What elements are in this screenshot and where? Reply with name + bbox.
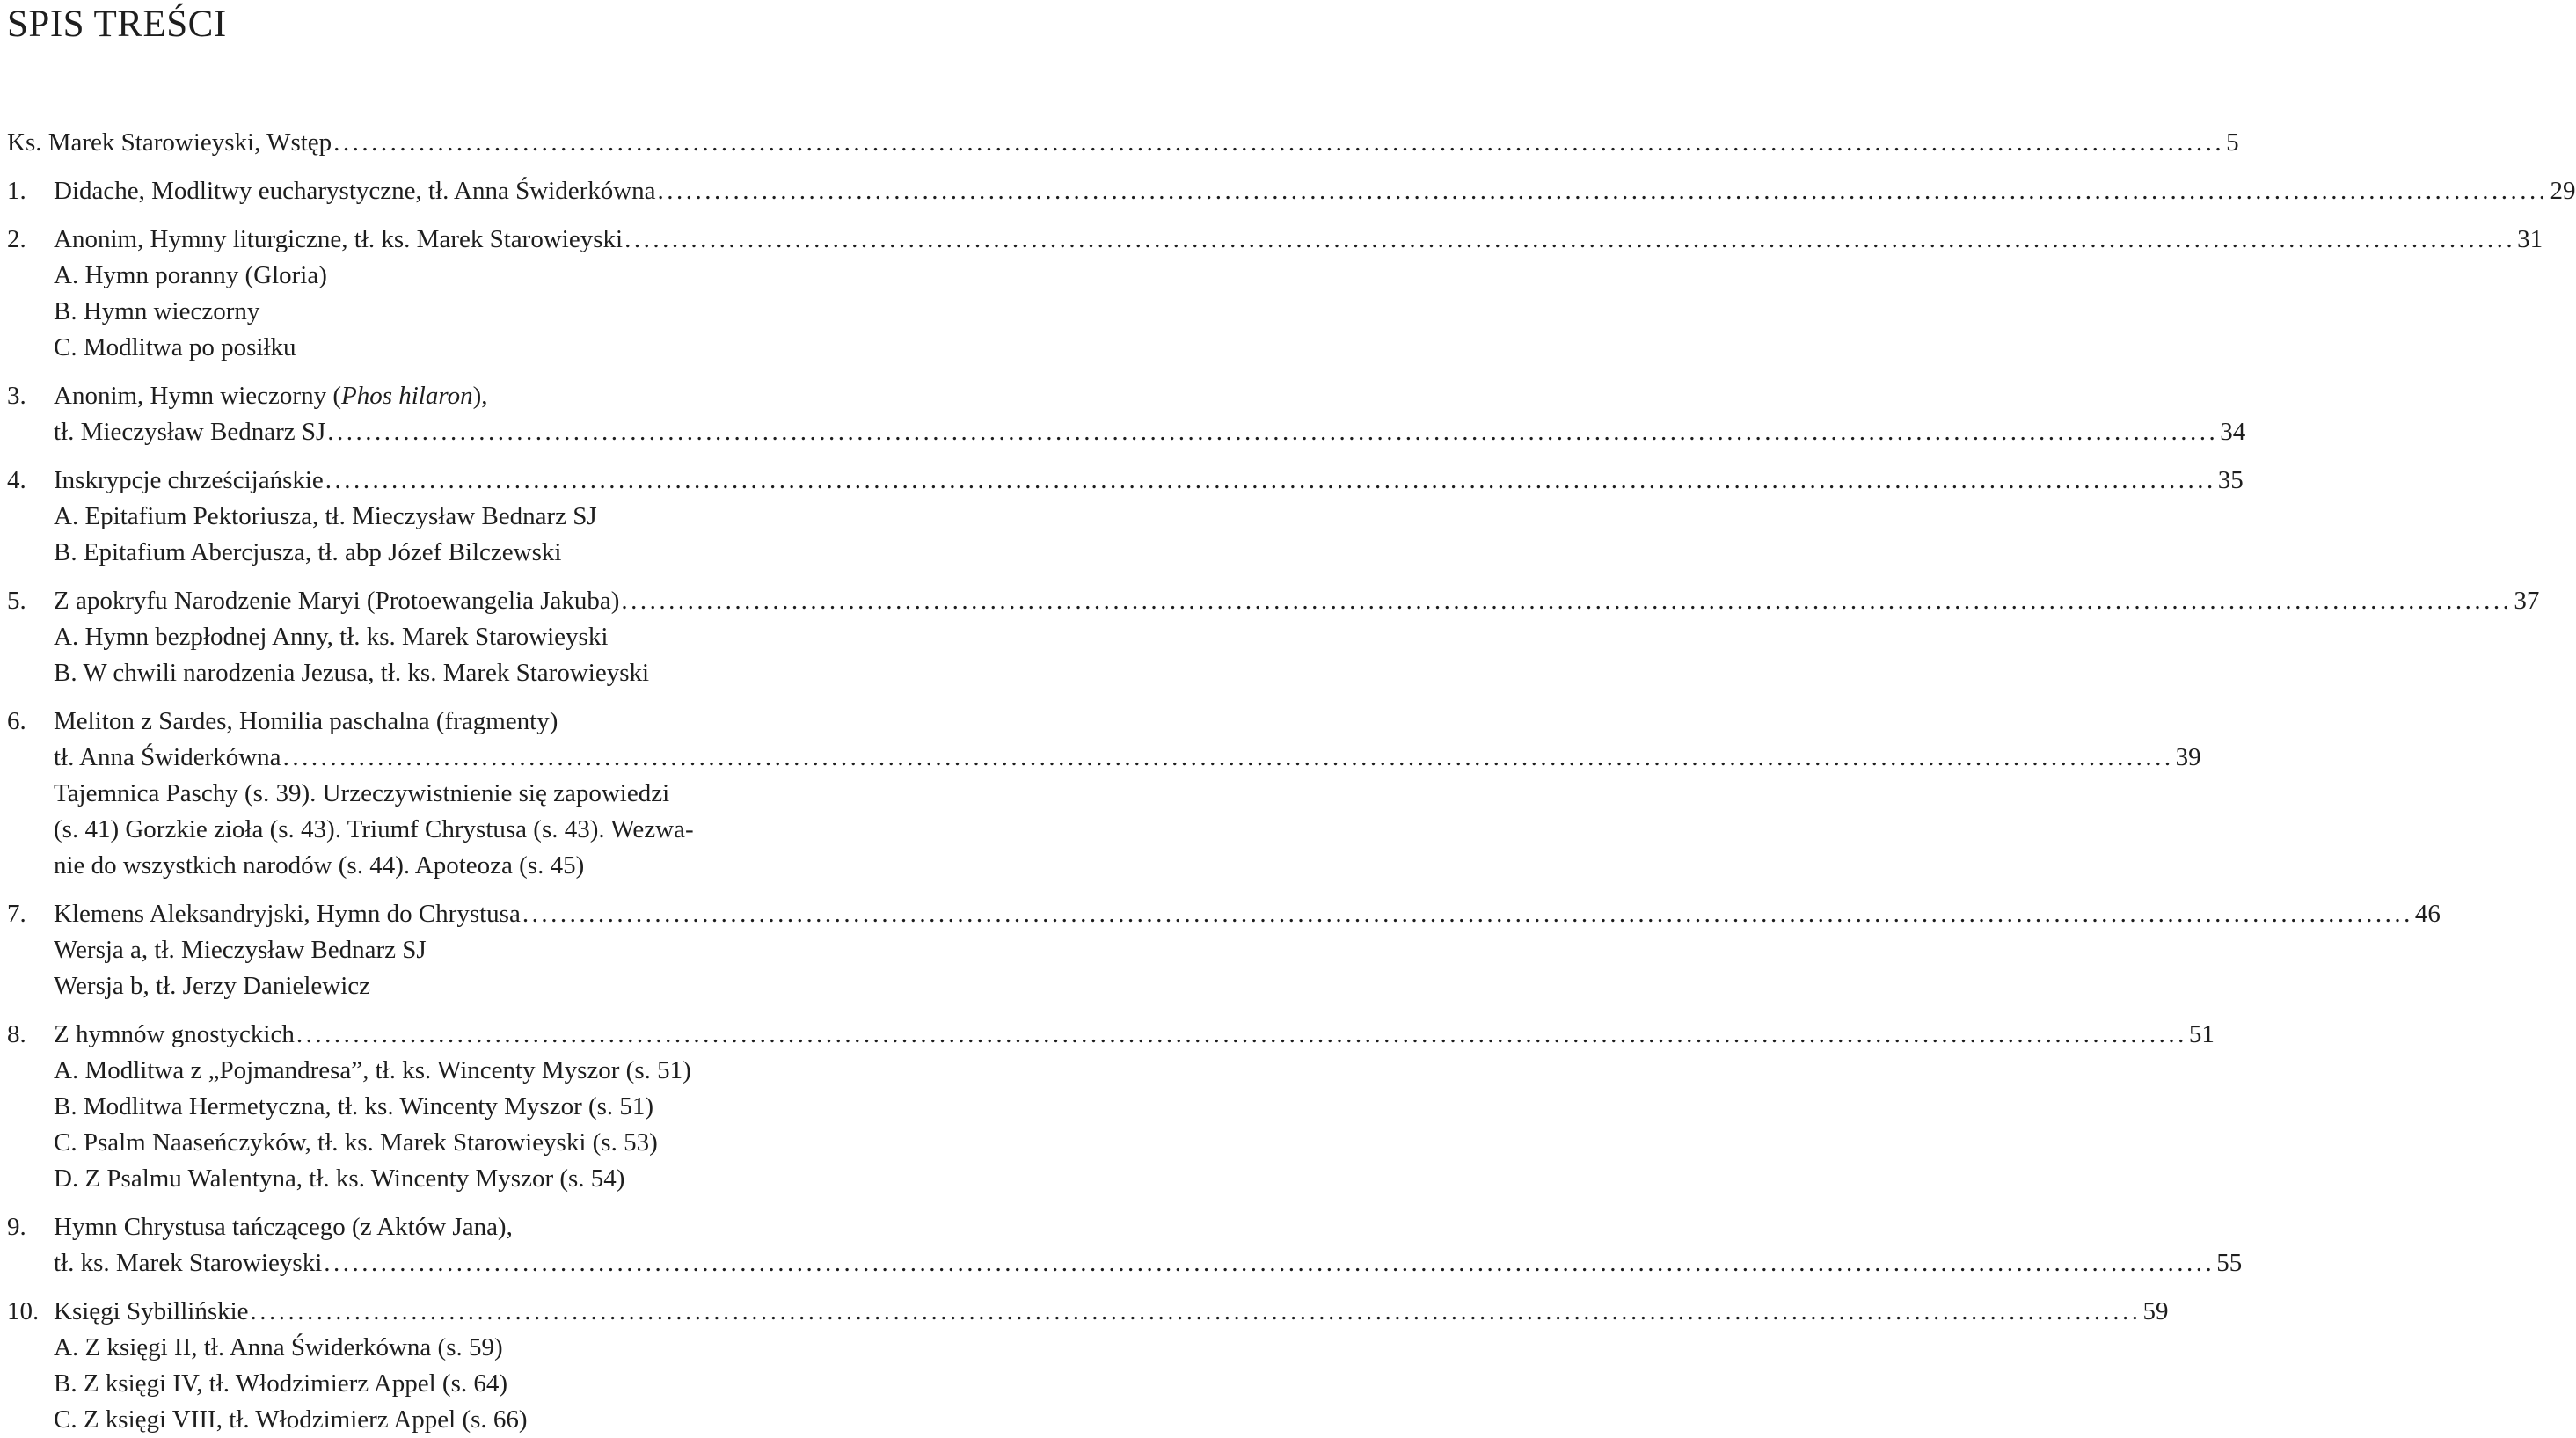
entry-text: Ks. Marek Starowieyski, Wstęp [7,128,332,157]
entry-number: 1. [7,177,26,205]
toc-subentry: nie do wszystkich narodów (s. 44). Apoteoza (s. 45) [54,851,585,880]
page-number: 59 [2142,1297,2169,1325]
dot-leader: ........................................................................................................................................................................................................ [296,1020,2187,1048]
page-number: 31 [2517,225,2543,253]
dot-leader: ........................................................................................................................................................................................................ [282,743,2174,771]
entry-text: Anonim, Hymny liturgiczne, tł. ks. Marek Starowieyski [54,225,624,253]
page-number: 5 [2226,128,2239,157]
toc-entry-4 [7,463,2244,499]
page-number: 46 [2414,900,2441,928]
entry-text: Z apokryfu Narodzenie Maryi (Protoewangelia Jakuba) [54,587,620,615]
toc-entry-3-cont [7,414,2246,450]
entry-text: Hymn Chrystusa tańczącego (z Aktów Jana), [54,1213,513,1241]
entry-text-part: Anonim, Hymn wieczorny ( [54,382,341,410]
dot-leader: ........................................................................................................................................................................................................ [333,128,2225,157]
entry-number: 9. [7,1213,26,1241]
entry-text: Didache, Modlitwy eucharystyczne, tł. Anna Świderkówna [54,177,656,205]
dot-leader: ........................................................................................................................................................................................................ [522,900,2413,928]
table-of-contents [7,125,2576,1438]
page-number: 34 [2220,418,2246,446]
toc-subentry: B. Z księgi IV, tł. Włodzimierz Appel (s. 64) [54,1369,508,1398]
toc-subentry: B. Epitafium Abercjusza, tł. abp Józef Bilczewski [54,538,562,566]
toc-subentry: C. Z księgi VIII, tł. Włodzimierz Appel (s. 66) [54,1405,528,1434]
toc-entry-6-cont [7,740,2201,776]
dot-leader: ........................................................................................................................................................................................................ [324,1249,2215,1277]
toc-entry-6 [7,704,844,740]
page-number: 29 [2550,177,2576,205]
toc-entry-1 [7,173,2576,209]
entry-text: tł. Mieczysław Bednarz SJ [54,418,326,446]
dot-leader: ........................................................................................................................................................................................................ [657,177,2549,205]
toc-entry-10 [7,1294,2169,1330]
entry-number: 2. [7,225,26,253]
toc-subentry: D. Z Psalmu Walentyna, tł. ks. Wincenty Myszor (s. 54) [54,1164,625,1193]
entry-number: 6. [7,707,26,735]
entry-text-italic: Phos hilaron [341,382,473,410]
dot-leader: ........................................................................................................................................................................................................ [325,466,2216,494]
entry-text: Inskrypcje chrześcijańskie [54,466,324,494]
toc-entry-intro [7,125,2239,161]
toc-subentry: B. Hymn wieczorny [54,297,260,325]
entry-number: 5. [7,587,26,615]
toc-subentry: A. Epitafium Pektoriusza, tł. Mieczysław Bednarz SJ [54,502,597,530]
toc-entry-8 [7,1017,2215,1053]
toc-subentry: C. Modlitwa po posiłku [54,333,296,361]
toc-subentry: A. Z księgi II, tł. Anna Świderkówna (s. 59) [54,1333,503,1361]
entry-text [54,378,488,414]
toc-subentry: B. W chwili narodzenia Jezusa, tł. ks. Marek Starowieyski [54,659,650,687]
toc-subentry: C. Psalm Naaseńczyków, tł. ks. Marek Starowieyski (s. 53) [54,1128,658,1157]
entry-text: Klemens Aleksandryjski, Hymn do Chrystusa [54,900,521,928]
entry-text: Z hymnów gnostyckich [54,1020,295,1048]
toc-entry-3 [7,378,844,414]
dot-leader: ........................................................................................................................................................................................................ [250,1297,2142,1325]
dot-leader: ........................................................................................................................................................................................................ [624,225,2516,253]
toc-subentry: A. Hymn poranny (Gloria) [54,261,327,289]
toc-entry-9-cont [7,1245,2243,1281]
toc-entry-7 [7,896,2441,932]
entry-text: Księgi Sybillińskie [54,1297,249,1325]
page-number: 51 [2188,1020,2215,1048]
entry-number: 4. [7,466,26,494]
toc-subentry: Tajemnica Paschy (s. 39). Urzeczywistnienie się zapowiedzi [54,779,670,807]
toc-subentry: A. Hymn bezpłodnej Anny, tł. ks. Marek Starowieyski [54,623,609,651]
page-title: SPIS TREŚCI [7,4,227,45]
entry-text: tł. ks. Marek Starowieyski [54,1249,323,1277]
toc-subentry: (s. 41) Gorzkie zioła (s. 43). Triumf Chrystusa (s. 43). Wezwa- [54,815,694,843]
toc-subentry: Wersja a, tł. Mieczysław Bednarz SJ [54,936,427,964]
entry-number: 7. [7,900,26,928]
toc-subentry: B. Modlitwa Hermetyczna, tł. ks. Wincenty Myszor (s. 51) [54,1092,654,1120]
toc-subentry: Wersja b, tł. Jerzy Danielewicz [54,972,371,1000]
toc-entry-2 [7,222,2543,258]
page-number: 39 [2175,743,2201,771]
toc-entry-9 [7,1209,844,1245]
entry-text: Meliton z Sardes, Homilia paschalna (fragmenty) [54,707,558,735]
entry-text: tł. Anna Świderkówna [54,743,281,771]
entry-number: 3. [7,382,26,410]
toc-entry-5 [7,583,2540,619]
entry-number: 8. [7,1020,26,1048]
page-number: 55 [2216,1249,2243,1277]
dot-leader: ........................................................................................................................................................................................................ [327,418,2219,446]
page-number: 37 [2514,587,2540,615]
toc-subentry: A. Modlitwa z „Pojmandresa”, tł. ks. Wincenty Myszor (s. 51) [54,1056,691,1084]
page-number: 35 [2217,466,2244,494]
entry-text-part: ), [472,382,488,410]
dot-leader: ........................................................................................................................................................................................................ [621,587,2513,615]
entry-number: 10. [7,1297,40,1325]
